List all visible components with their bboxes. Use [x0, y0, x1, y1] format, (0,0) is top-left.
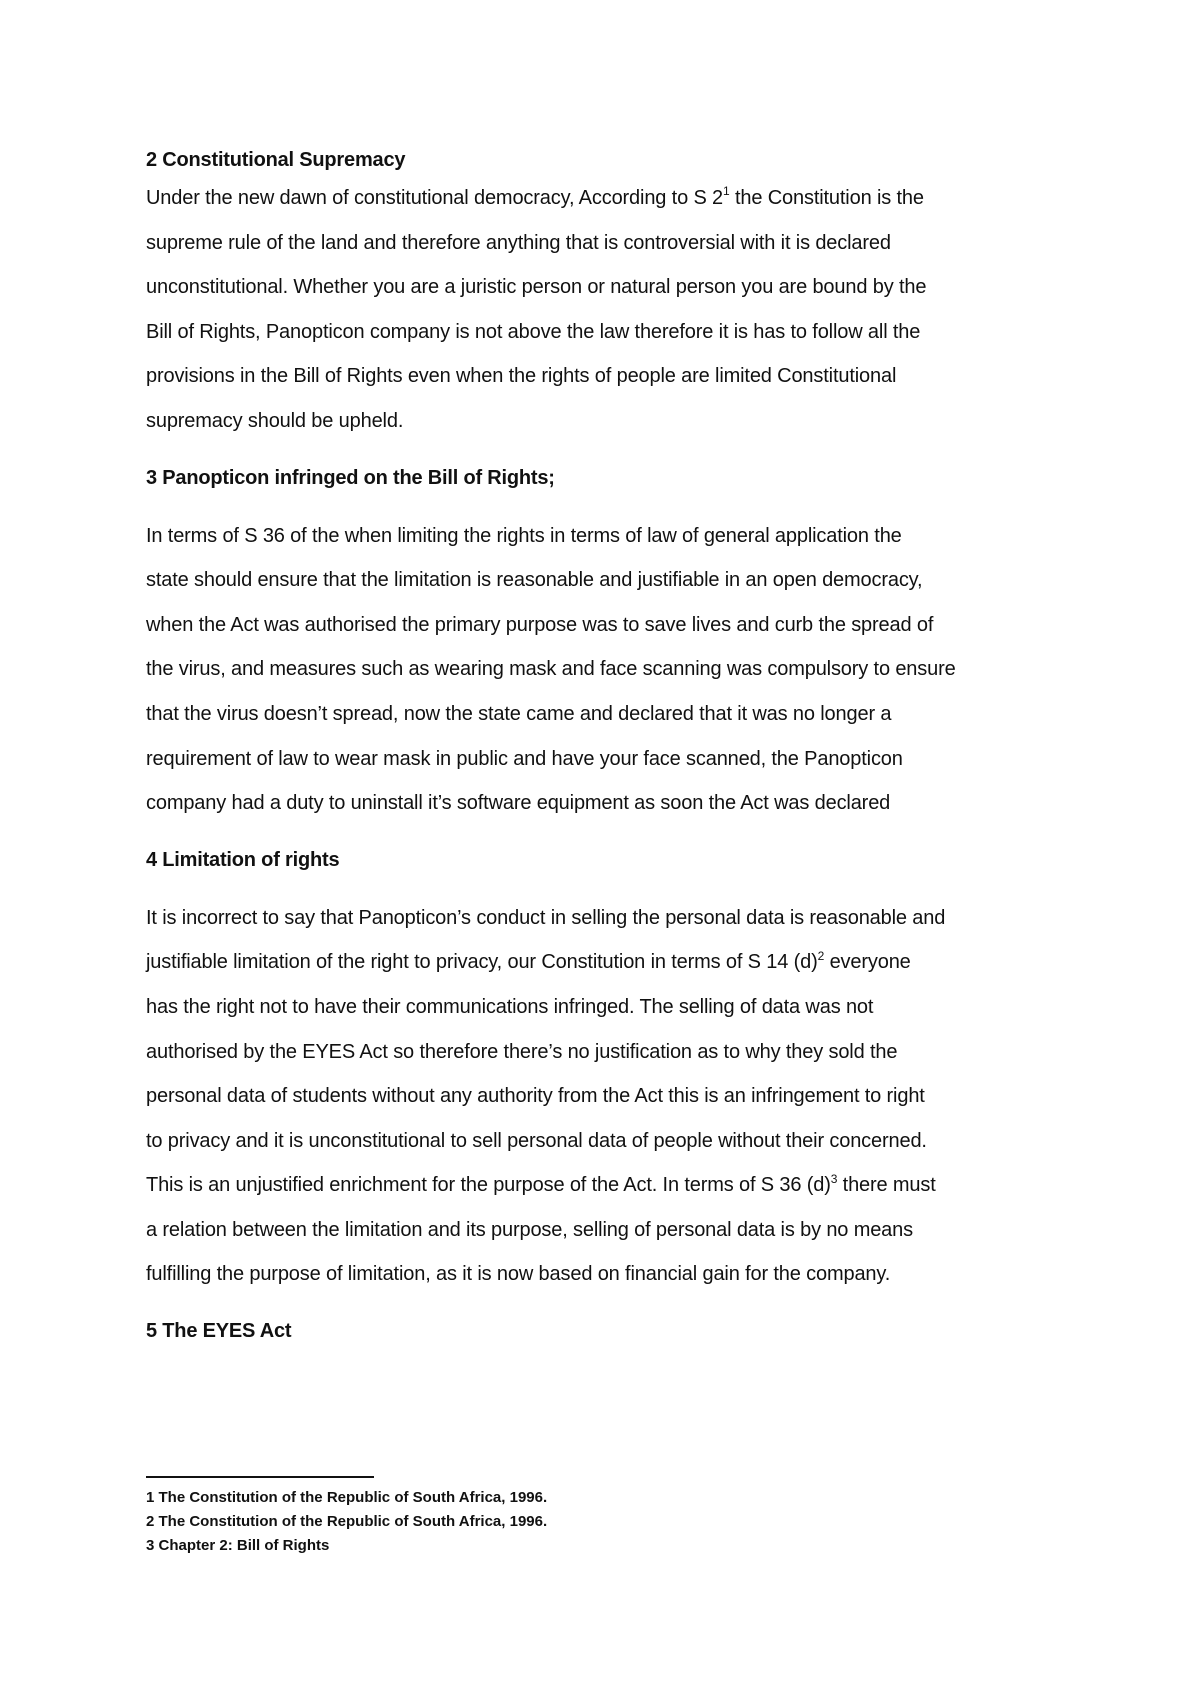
paragraph-line: In terms of S 36 of the when limiting the rights in terms of law of general application the	[146, 524, 902, 547]
footnote-ref: 2	[817, 948, 825, 963]
paragraph-line: personal data of students without any authority from the Act this is an infringement to right	[146, 1085, 925, 1108]
section-heading: 4 Limitation of rights	[146, 848, 340, 871]
paragraph-line: requirement of law to wear mask in public and have your face scanned, the Panopticon	[146, 747, 903, 770]
section-heading: 2 Constitutional Supremacy	[146, 149, 406, 171]
paragraph-line: This is an unjustified enrichment for the purpose of the Act. In terms of S 36 $(d)^3$ there must	[146, 1171, 936, 1197]
paragraph-line: justifiable limitation of the right to privacy, our Constitution in terms of S 14 $(d)^2$ everyone	[146, 948, 911, 974]
paragraph-line: fulfilling the purpose of limitation, as it is now based on financial gain for the company.	[146, 1263, 891, 1286]
footnote-divider	[146, 1476, 374, 1478]
footnote-ref: 1	[723, 184, 730, 199]
paragraph-line: has the right not to have their communications infringed. The selling of data was not	[146, 995, 874, 1018]
paragraph-line: company had a duty to uninstall it’s software equipment as soon the Act was declared	[146, 792, 891, 815]
section-heading: 3 Panopticon infringed on the Bill of Rights;	[146, 466, 555, 489]
paragraph-line: a relation between the limitation and its purpose, selling of personal data is by no means	[146, 1218, 913, 1241]
paragraph-line: Bill of Rights, Panopticon company is not above the law therefore it is has to follow all the	[146, 320, 921, 343]
paragraph-line: It is incorrect to say that Panopticon’s conduct in selling the personal data is reasonable and	[146, 906, 946, 929]
paragraph-line: state should ensure that the limitation is reasonable and justifiable in an open democracy,	[146, 569, 923, 592]
paragraph-line: the virus, and measures such as wearing mask and face scanning was compulsory to ensure	[146, 658, 956, 681]
document-body	[146, 146, 1066, 1345]
footnote-item: 3 Chapter 2: Bill of Rights	[146, 1537, 330, 1554]
paragraph-line: when the Act was authorised the primary purpose was to save lives and curb the spread of	[146, 613, 934, 636]
section-paragraph	[146, 896, 1066, 1297]
paragraph-line: Under the new dawn of constitutional democracy, According to S $2^1$ the Constitution is the	[146, 184, 924, 209]
paragraph-line: supreme rule of the land and therefore anything that is controversial with it is declared	[146, 231, 891, 254]
footnote-item: 2 The Constitution of the Republic of South Africa, 1996.	[146, 1513, 548, 1530]
paragraph-line: unconstitutional. Whether you are a juristic person or natural person you are bound by the	[146, 276, 927, 299]
section-paragraph	[146, 176, 1066, 444]
paragraph-line: supremacy should be upheld.	[146, 409, 404, 432]
paragraph-line: that the virus doesn’t spread, now the state came and declared that it was no longer a	[146, 702, 892, 725]
section-heading: 5 The EYES Act	[146, 1320, 292, 1343]
paragraph-line: to privacy and it is unconstitutional to sell personal data of people without their concerned.	[146, 1129, 927, 1152]
footnote-ref: 3	[830, 1171, 838, 1186]
footnote-item: 1 The Constitution of the Republic of South Africa, 1996.	[146, 1489, 548, 1506]
paragraph-line: provisions in the Bill of Rights even when the rights of people are limited Constitutional	[146, 365, 897, 388]
paragraph-line: authorised by the EYES Act so therefore there’s no justification as to why they sold the	[146, 1040, 898, 1063]
footnotes	[146, 1476, 1066, 1558]
section-paragraph	[146, 514, 1066, 826]
